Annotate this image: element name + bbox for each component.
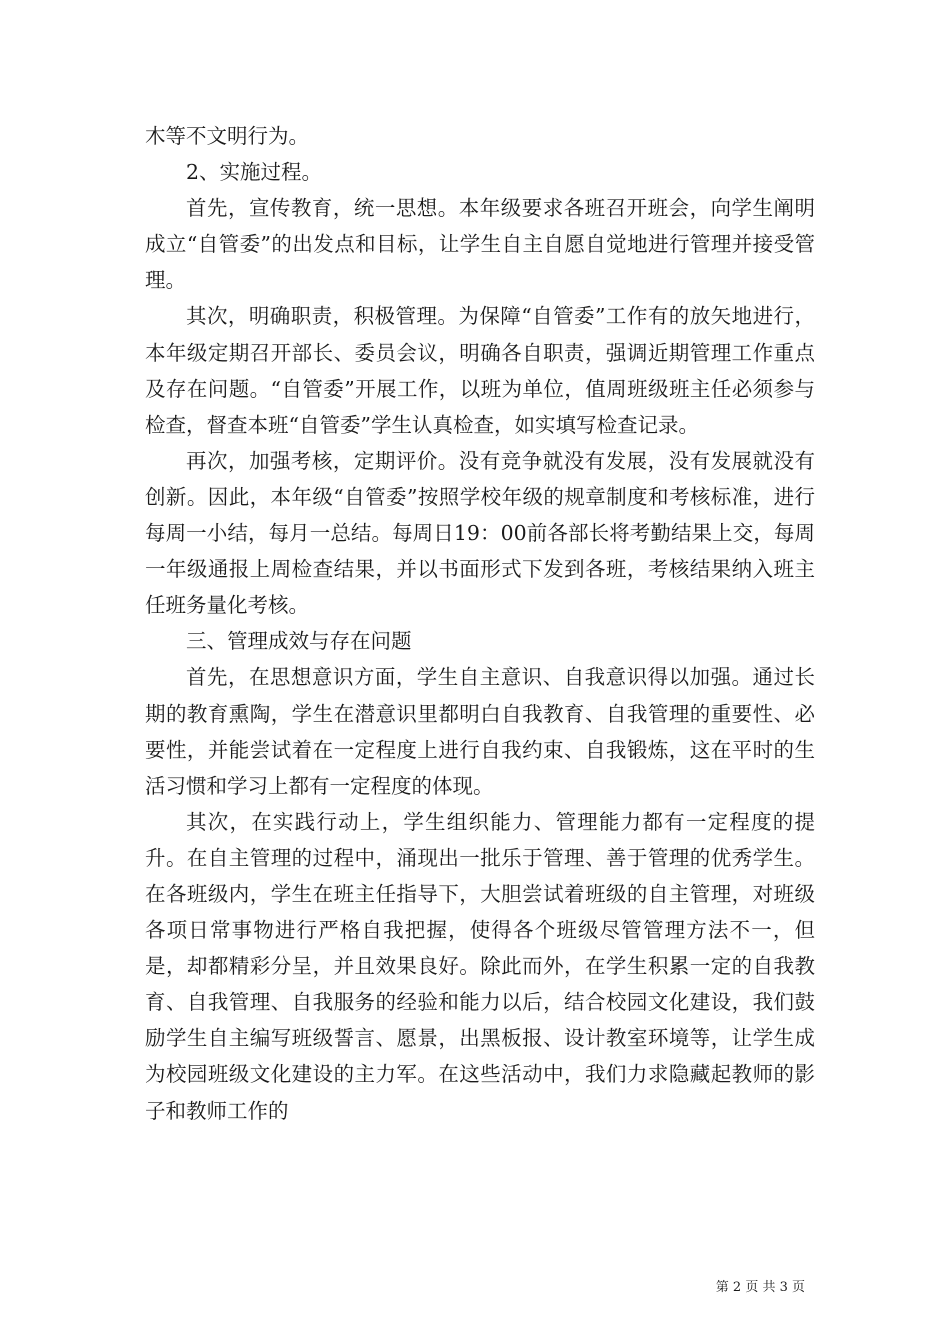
- paragraph-continuation: 木等不文明行为。: [145, 124, 309, 148]
- paragraph-first-step: 首先，宣传教育，统一思想。本年级要求各班召开班会，向学生阐明成立“自管委”的出发点和目标，让学生自主自愿自觉地进行管理并接受管理。: [145, 196, 815, 293]
- paragraph-second-step: 其次，明确职责，积极管理。为保障“自管委”工作有的放矢地进行，本年级定期召开部长、委员会议，明确各自职责，强调近期管理工作重点及存在问题。“自管委”开展工作，以班为单位，值周班级班主任必须参与检查，督查本班“自管委”学生认真检查，如实填写检查记录。: [145, 304, 815, 437]
- document-body: [145, 118, 815, 1129]
- paragraph-section-implementation: 2、实施过程。: [186, 160, 323, 185]
- section-heading-results: 三、管理成效与存在问题: [186, 629, 412, 654]
- paragraph-result-first: 首先，在思想意识方面，学生自主意识、自我意识得以加强。通过长期的教育熏陶，学生在潜意识里都明白自我教育、自我管理的重要性、必要性，并能尝试着在一定程度上进行自我约束、自我锻炼，这在平时的生活习惯和学习上都有一定程度的体现。: [145, 665, 815, 798]
- paragraph-result-second: 其次，在实践行动上，学生组织能力、管理能力都有一定程度的提升。在自主管理的过程中，涌现出一批乐于管理、善于管理的优秀学生。在各班级内，学生在班主任指导下，大胆尝试着班级的自主管理，对班级各项日常事物进行严格自我把握，使得各个班级尽管管理方法不一，但是，却都精彩分呈，并且效果良好。除此而外，在学生积累一定的自我教育、自我管理、自我服务的经验和能力以后，结合校园文化建设，我们鼓励学生自主编写班级誓言、愿景，出黑板报、设计教室环境等，让学生成为校园班级文化建设的主力军。在这些活动中，我们力求隐藏起教师的影子和教师工作的: [145, 809, 815, 1123]
- paragraph-third-step: 再次，加强考核，定期评价。没有竞争就没有发展，没有发展就没有创新。因此，本年级“自管委”按照学校年级的规章制度和考核标准，进行每周一小结，每月一总结。每周日19：00前各部长将考勤结果上交，每周一年级通报上周检查结果，并以书面形式下发到各班，考核结果纳入班主任班务量化考核。: [145, 448, 815, 618]
- page-number: 第 2 页 共 3 页: [715, 1280, 805, 1295]
